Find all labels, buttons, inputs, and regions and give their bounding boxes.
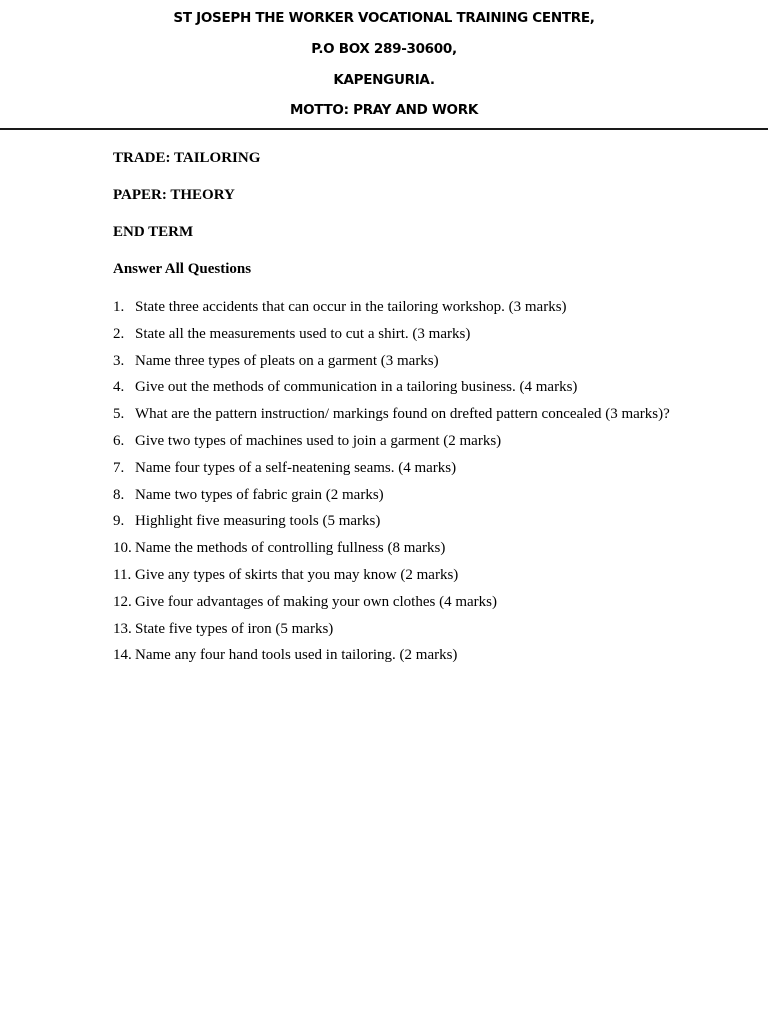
question-item [113, 351, 733, 378]
school-name: ST JOSEPH THE WORKER VOCATIONAL TRAINING CENTRE, [173, 10, 595, 26]
school-address: P.O BOX 289-30600, [311, 41, 457, 57]
question-number: 13. [113, 620, 132, 637]
paper-label: PAPER: THEORY [113, 187, 235, 203]
question-item [113, 404, 733, 431]
question-number: 10. [113, 540, 132, 557]
question-text: Give any types of skirts that you may know (2 marks) [135, 566, 459, 583]
question-item [113, 619, 733, 646]
question-number: 6. [113, 432, 125, 449]
question-item [113, 377, 733, 404]
question-item [113, 565, 733, 592]
trade-label: TRADE: TAILORING [113, 150, 261, 166]
question-number: 9. [113, 513, 125, 530]
question-number: 2. [113, 325, 125, 342]
question-text: What are the pattern instruction/ markings found on drefted pattern concealed (3 marks)? [135, 406, 670, 423]
question-text: Name four types of a self-neatening seams. (4 marks) [135, 459, 457, 476]
header-divider [0, 128, 768, 130]
question-text: Name three types of pleats on a garment (3 marks) [135, 352, 439, 369]
question-number: 1. [113, 299, 125, 315]
question-text: Give out the methods of communication in a tailoring business. (4 marks) [135, 379, 578, 396]
question-number: 8. [113, 486, 125, 503]
question-item [113, 511, 733, 538]
question-item [113, 431, 733, 458]
question-item [113, 324, 733, 351]
question-number: 14. [113, 647, 132, 664]
question-text: Give two types of machines used to join a garment (2 marks) [135, 432, 502, 449]
question-text: State all the measurements used to cut a shirt. (3 marks) [135, 325, 471, 342]
question-text: Name the methods of controlling fullness (8 marks) [135, 540, 446, 557]
question-number: 12. [113, 593, 132, 610]
question-item [113, 645, 733, 672]
school-town: KAPENGURIA. [333, 72, 435, 88]
question-number: 4. [113, 379, 125, 396]
question-text: Name two types of fabric grain (2 marks) [135, 486, 384, 503]
question-item [113, 592, 733, 619]
question-text: State three accidents that can occur in the tailoring workshop. (3 marks) [135, 299, 567, 315]
question-number: 7. [113, 459, 125, 476]
question-text: State five types of iron (5 marks) [135, 620, 334, 637]
question-number: 5. [113, 406, 125, 423]
question-item [113, 297, 733, 324]
school-motto: MOTTO: PRAY AND WORK [289, 102, 478, 118]
instruction-label: Answer All Questions [113, 261, 252, 277]
question-list [113, 297, 733, 672]
question-text: Name any four hand tools used in tailoring. (2 marks) [135, 647, 458, 664]
question-number: 11. [113, 566, 132, 583]
question-number: 3. [113, 352, 125, 369]
term-label: END TERM [113, 224, 194, 240]
question-item [113, 485, 733, 512]
question-item [113, 538, 733, 565]
question-item [113, 458, 733, 485]
question-text: Highlight five measuring tools (5 marks) [135, 513, 381, 530]
question-text: Give four advantages of making your own clothes (4 marks) [135, 593, 497, 610]
